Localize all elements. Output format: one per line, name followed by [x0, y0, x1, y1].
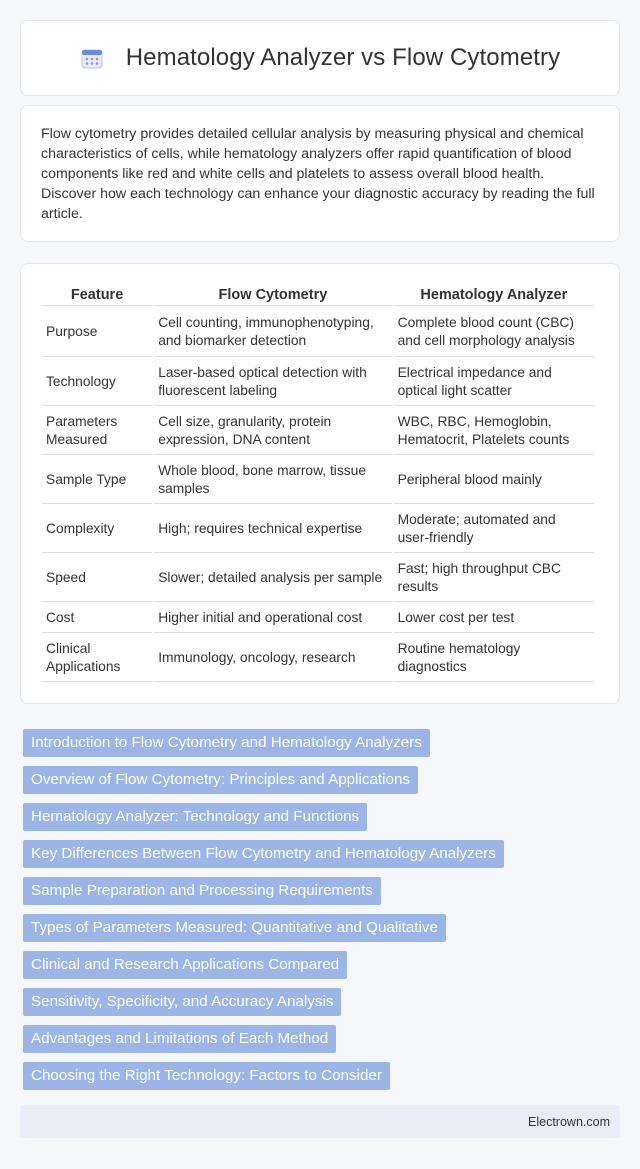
table-row: [42, 555, 594, 602]
feature-cell: Cost: [42, 604, 152, 633]
link-overview-flow-cytometry[interactable]: Overview of Flow Cytometry: Principles and Applications: [23, 766, 418, 794]
flow-cytometry-cell: Cell size, granularity, protein expression, DNA content: [154, 408, 391, 455]
article-links: [23, 729, 583, 1099]
link-advantages-limitations[interactable]: Advantages and Limitations of Each Method: [23, 1025, 336, 1053]
hematology-analyzer-cell: Lower cost per test: [394, 604, 594, 633]
flow-cytometry-cell: Higher initial and operational cost: [154, 604, 391, 633]
flow-cytometry-cell: Cell counting, immunophenotyping, and biomarker detection: [154, 308, 391, 357]
table-row: [42, 408, 594, 455]
table-row: [42, 604, 594, 633]
comparison-table: [40, 282, 596, 684]
intro-card: [20, 105, 620, 242]
link-key-differences[interactable]: Key Differences Between Flow Cytometry and Hematology Analyzers: [23, 840, 504, 868]
table-row: [42, 308, 594, 357]
feature-cell: Complexity: [42, 506, 152, 553]
header-feature: Feature: [42, 284, 152, 306]
table-row: [42, 359, 594, 406]
flow-cytometry-cell: Slower; detailed analysis per sample: [154, 555, 391, 602]
feature-cell: Sample Type: [42, 457, 152, 504]
hematology-analyzer-cell: Peripheral blood mainly: [394, 457, 594, 504]
link-parameters-measured[interactable]: Types of Parameters Measured: Quantitative and Qualitative: [23, 914, 446, 942]
link-hematology-analyzer[interactable]: Hematology Analyzer: Technology and Functions: [23, 803, 367, 831]
flow-cytometry-cell: Immunology, oncology, research: [154, 635, 391, 682]
hematology-analyzer-cell: Moderate; automated and user-friendly: [394, 506, 594, 553]
link-sample-preparation[interactable]: Sample Preparation and Processing Requirements: [23, 877, 381, 905]
flow-cytometry-cell: High; requires technical expertise: [154, 506, 391, 553]
flow-cytometry-cell: Laser-based optical detection with fluorescent labeling: [154, 359, 391, 406]
hematology-analyzer-cell: Electrical impedance and optical light scatter: [394, 359, 594, 406]
comparison-table-card: [20, 263, 620, 704]
feature-cell: Speed: [42, 555, 152, 602]
footer-site-name: Electrown.com: [528, 1114, 610, 1129]
link-introduction[interactable]: Introduction to Flow Cytometry and Hematology Analyzers: [23, 729, 430, 757]
header-hematology-analyzer: Hematology Analyzer: [394, 284, 594, 306]
header-card: [20, 20, 620, 96]
link-applications-compared[interactable]: Clinical and Research Applications Compared: [23, 951, 347, 979]
table-header-row: [42, 284, 594, 306]
feature-cell: Parameters Measured: [42, 408, 152, 455]
footer: [20, 1105, 620, 1138]
table-row: [42, 635, 594, 682]
intro-text: Flow cytometry provides detailed cellular analysis by measuring physical and chemical characteristics of cells, while hematology analyzers offer rapid quantification of blood components like red and white cells and platelets to assess overall blood health. Discover how each technology can enhance your diagnostic accuracy by reading the full article.: [41, 126, 595, 222]
feature-cell: Purpose: [42, 308, 152, 357]
header-flow-cytometry: Flow Cytometry: [154, 284, 391, 306]
feature-cell: Clinical Applications: [42, 635, 152, 682]
calendar-icon: [80, 46, 104, 70]
hematology-analyzer-cell: Complete blood count (CBC) and cell morphology analysis: [394, 308, 594, 357]
table-row: [42, 506, 594, 553]
hematology-analyzer-cell: WBC, RBC, Hemoglobin, Hematocrit, Platelets counts: [394, 408, 594, 455]
page-title: Hematology Analyzer vs Flow Cytometry: [125, 44, 561, 71]
flow-cytometry-cell: Whole blood, bone marrow, tissue samples: [154, 457, 391, 504]
link-choosing-technology[interactable]: Choosing the Right Technology: Factors to Consider: [23, 1062, 390, 1090]
hematology-analyzer-cell: Routine hematology diagnostics: [394, 635, 594, 682]
feature-cell: Technology: [42, 359, 152, 406]
link-sensitivity-specificity[interactable]: Sensitivity, Specificity, and Accuracy Analysis: [23, 988, 341, 1016]
hematology-analyzer-cell: Fast; high throughput CBC results: [394, 555, 594, 602]
table-row: [42, 457, 594, 504]
